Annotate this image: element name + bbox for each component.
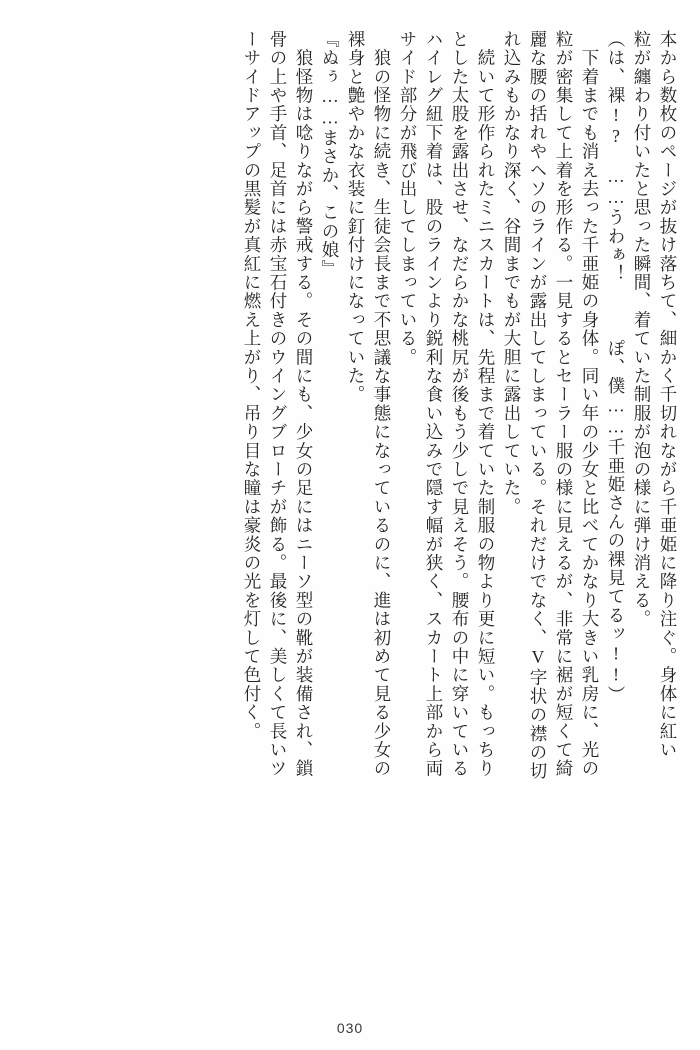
- text-line: れ込みもかなり深く、谷間までもが大胆に露出していた。: [502, 30, 522, 517]
- text-line: 下着までも消え去った千亜姫の身体。同い年の少女と比べてかなり大きい乳房に、光の: [580, 30, 600, 778]
- text-line: ハイレグ紐下着は、股のラインより鋭利な食い込みで隠す幅が狭く、スカート上部から両: [424, 30, 444, 779]
- text-line: 粒が纏わり付いたと思った瞬間、着ていた制服が泡の様に弾け消える。: [632, 30, 652, 629]
- text-line: とした太股を露出させ、なだらかな桃尻が後もう少しで見えそう。腰布の中に穿いている: [450, 30, 470, 778]
- text-line: サイド部分が飛び出してしまっている。: [398, 30, 418, 367]
- text-line: ーサイドアップの黒髪が真紅に燃え上がり、吊り目な瞳は豪炎の光を灯して色付く。: [242, 30, 262, 741]
- text-line: 本から数枚のページが抜け落ちて、細かく千切れながら千亜姫に降り注ぐ。身体に紅い: [658, 30, 678, 760]
- text-line: 『ぬぅ……まさか、この娘』: [320, 30, 340, 279]
- text-line: 裸身と艶やかな衣装に釘付けになっていた。: [346, 30, 366, 404]
- text-line: 麗な腰の括れやヘソのラインが露出してしまっている。それだけでなく、V字状の襟の切: [528, 30, 548, 781]
- text-line: 続いて形作られたミニスカートは、先程まで着ていた制服の物より更に短い。もっちり: [476, 30, 496, 778]
- page-number: 030: [336, 1020, 364, 1036]
- text-line: 骨の上や手首、足首には赤宝石付きのウイングブローチが飾る。最後に、美しくて長いツ: [268, 30, 288, 778]
- vertical-text-body: [28, 30, 676, 990]
- text-line: 狼怪物は唸りながら警戒する。その間にも、少女の足にはニーソ型の靴が装備され、鎖: [294, 30, 314, 778]
- text-line: 狼の怪物に続き、生徒会長まで不思議な事態になっているのに、進は初めて見る少女の: [372, 30, 392, 778]
- text-line: 粒が密集して上着を形作る。一見するとセーラー服の様に見えるが、非常に裾が短くて綺: [554, 30, 574, 779]
- text-line: （は、裸!? ……うわぁ！ ぽ、僕……千亜姫さんの裸見てるッ!!）: [606, 30, 626, 705]
